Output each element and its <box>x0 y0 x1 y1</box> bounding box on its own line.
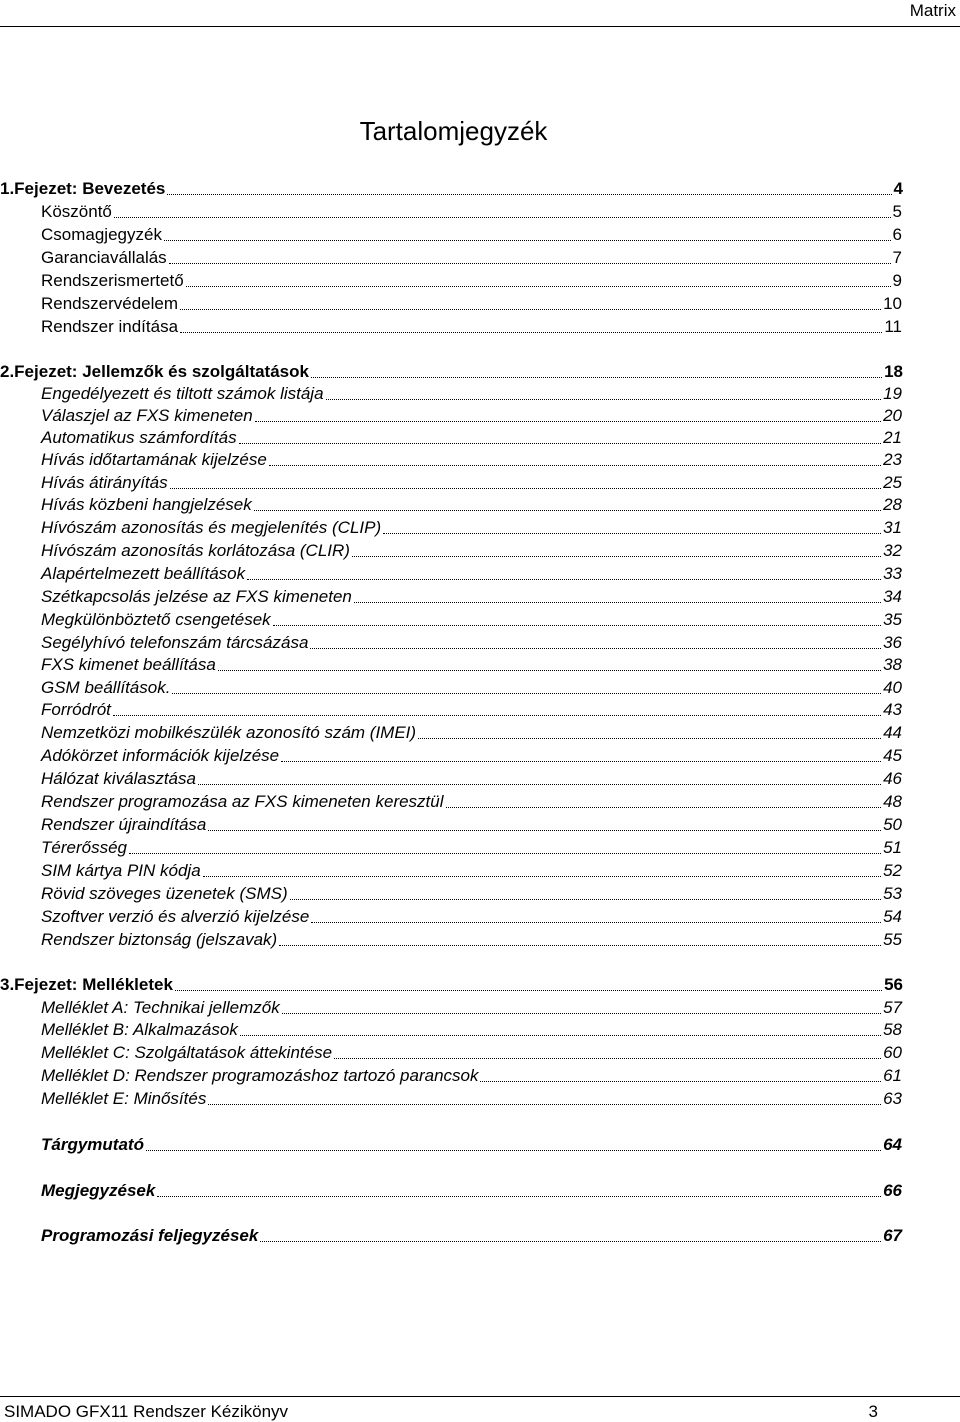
toc-entry-label: Nemzetközi mobilkészülék azonosító szám (IMEI) <box>41 723 417 742</box>
toc-leader-dots <box>273 624 881 626</box>
toc-entry-page: 50 <box>883 815 902 834</box>
toc-entry-label: 3.Fejezet: Mellékletek <box>0 975 173 994</box>
toc-leader-dots <box>247 578 881 580</box>
toc-entry-label: Rövid szöveges üzenetek (SMS) <box>41 884 288 903</box>
toc-entry-label: Rendszer indítása <box>41 317 179 336</box>
toc-entry-page: 38 <box>883 655 902 674</box>
toc-entry-page: 7 <box>892 248 902 267</box>
toc-entry-label: 2.Fejezet: Jellemzők és szolgáltatások <box>0 362 309 381</box>
toc-entry-page: 9 <box>892 271 902 290</box>
toc-leader-dots <box>354 601 881 603</box>
toc-entry-page: 63 <box>883 1089 902 1108</box>
toc-entry-label: SIM kártya PIN kódja <box>41 861 201 880</box>
toc-entry-label: Adókörzet információk kijelzése <box>41 746 280 765</box>
toc-entry[interactable] <box>41 472 902 494</box>
toc-entry[interactable] <box>41 609 902 631</box>
toc-entry[interactable] <box>41 427 902 449</box>
toc-leader-dots <box>172 692 881 694</box>
toc-entry-page: 43 <box>883 700 902 719</box>
toc-entry-page: 33 <box>883 564 902 583</box>
toc-entry-page: 4 <box>893 179 903 198</box>
toc-entry-page: 32 <box>883 541 902 560</box>
toc-entry-page: 10 <box>883 294 902 313</box>
toc-leader-dots <box>290 898 881 900</box>
toc-entry[interactable] <box>41 722 902 744</box>
toc-entry[interactable] <box>41 293 902 315</box>
toc-entry-label: Garanciavállalás <box>41 248 167 267</box>
header-company: Matrix <box>909 1 956 20</box>
toc-entry-label: Hívás időtartamának kijelzése <box>41 450 267 469</box>
header-divider <box>0 26 960 27</box>
toc-leader-dots <box>164 239 891 241</box>
toc-leader-dots <box>255 420 881 422</box>
toc-entry-label: GSM beállítások. <box>41 678 171 697</box>
toc-entry[interactable] <box>0 974 903 996</box>
toc-entry-page: 51 <box>883 838 902 857</box>
toc-entry-page: 21 <box>883 428 902 447</box>
footer-document-title: SIMADO GFX11 Rendszer Kézikönyv <box>4 1402 289 1421</box>
toc-leader-dots <box>269 464 881 466</box>
toc-entry-label: Alapértelmezett beállítások <box>41 564 246 583</box>
toc-leader-dots <box>218 669 881 671</box>
toc-entry-page: 48 <box>883 792 902 811</box>
toc-entry[interactable] <box>41 540 902 562</box>
toc-entry-page: 25 <box>883 473 902 492</box>
toc-entry-page: 55 <box>883 930 902 949</box>
toc-entry-label: 1.Fejezet: Bevezetés <box>0 179 166 198</box>
toc-entry-page: 57 <box>883 998 902 1017</box>
toc-entry-label: Segélyhívó telefonszám tárcsázása <box>41 633 309 652</box>
toc-leader-dots <box>446 806 882 808</box>
toc-entry-label: Megkülönböztető csengetések <box>41 610 271 629</box>
toc-entry-label: Melléklet A: Technikai jellemzők <box>41 998 280 1017</box>
toc-leader-dots <box>326 398 882 400</box>
toc-leader-dots <box>239 442 882 444</box>
toc-entry[interactable] <box>0 178 903 200</box>
toc-entry-page: 18 <box>884 362 903 381</box>
toc-entry-label: Programozási feljegyzések <box>41 1226 259 1245</box>
toc-leader-dots <box>169 262 891 264</box>
toc-entry[interactable] <box>41 224 902 246</box>
toc-entry-label: Hívás átirányítás <box>41 473 168 492</box>
toc-entry-page: 23 <box>883 450 902 469</box>
toc-entry-label: Hívószám azonosítás korlátozása (CLIR) <box>41 541 350 560</box>
footer-divider <box>0 1396 960 1397</box>
toc-entry[interactable] <box>41 517 902 539</box>
toc-leader-dots <box>208 1103 881 1105</box>
toc-entry[interactable] <box>41 699 902 721</box>
toc-entry-label: Melléklet E: Minősítés <box>41 1089 207 1108</box>
toc-entry-label: Hívószám azonosítás és megjelenítés (CLIP) <box>41 518 382 537</box>
page-title: Tartalomjegyzék <box>359 116 548 146</box>
toc-entry-label: Melléklet B: Alkalmazások <box>41 1020 238 1039</box>
toc-entry-page: 35 <box>883 610 902 629</box>
toc-entry[interactable] <box>41 494 902 516</box>
toc-entry-label: Válaszjel az FXS kimeneten <box>41 406 253 425</box>
toc-entry-page: 61 <box>883 1066 902 1085</box>
toc-leader-dots <box>282 1012 881 1014</box>
toc-entry[interactable] <box>41 1042 902 1064</box>
toc-entry-label: Rendszer programozása az FXS kimeneten keresztül <box>41 792 444 811</box>
toc-entry[interactable] <box>41 814 902 836</box>
toc-entry-label: Köszöntő <box>41 202 112 221</box>
toc-entry[interactable] <box>41 247 902 269</box>
toc-leader-dots <box>418 737 881 739</box>
toc-entry-page: 40 <box>883 678 902 697</box>
toc-entry-label: Automatikus számfordítás <box>41 428 237 447</box>
toc-entry-label: Rendszer újraindítása <box>41 815 207 834</box>
toc-entry-label: FXS kimenet beállítása <box>41 655 216 674</box>
toc-entry[interactable] <box>41 745 902 767</box>
toc-entry-page: 64 <box>883 1135 902 1154</box>
toc-leader-dots <box>175 989 882 991</box>
toc-entry[interactable] <box>41 1180 902 1202</box>
toc-entry-page: 36 <box>883 633 902 652</box>
toc-entry-page: 66 <box>883 1181 902 1200</box>
toc-entry[interactable] <box>0 361 903 383</box>
toc-entry-label: Megjegyzések <box>41 1181 156 1200</box>
toc-leader-dots <box>203 875 881 877</box>
toc-entry-page: 28 <box>883 495 902 514</box>
toc-entry-page: 44 <box>883 723 902 742</box>
toc-entry-label: Rendszerismertető <box>41 271 184 290</box>
toc-entry[interactable] <box>41 860 902 882</box>
toc-entry[interactable] <box>41 677 902 699</box>
toc-entry[interactable] <box>41 270 902 292</box>
toc-leader-dots <box>311 921 881 923</box>
toc-leader-dots <box>170 487 881 489</box>
toc-entry[interactable] <box>41 1088 902 1110</box>
toc-leader-dots <box>383 532 881 534</box>
toc-entry-page: 45 <box>883 746 902 765</box>
toc-leader-dots <box>352 555 881 557</box>
toc-entry[interactable] <box>41 316 902 338</box>
toc-leader-dots <box>113 714 881 716</box>
toc-entry-label: Engedélyezett és tiltott számok listája <box>41 384 324 403</box>
toc-entry-page: 46 <box>883 769 902 788</box>
toc-entry-page: 5 <box>892 202 902 221</box>
toc-entry-label: Csomagjegyzék <box>41 225 162 244</box>
toc-entry-page: 6 <box>892 225 902 244</box>
footer-page-number: 3 <box>868 1402 878 1421</box>
toc-entry-label: Rendszervédelem <box>41 294 179 313</box>
toc-entry[interactable] <box>41 563 902 585</box>
toc-leader-dots <box>198 783 881 785</box>
toc-leader-dots <box>129 852 881 854</box>
toc-entry-page: 52 <box>883 861 902 880</box>
toc-leader-dots <box>167 193 891 195</box>
toc-entry-page: 34 <box>883 587 902 606</box>
toc-entry[interactable] <box>41 997 902 1019</box>
toc-entry[interactable] <box>41 768 902 790</box>
toc-entry-label: Térerősség <box>41 838 127 857</box>
toc-entry[interactable] <box>41 632 902 654</box>
toc-entry[interactable] <box>41 929 902 951</box>
toc-leader-dots <box>186 285 891 287</box>
toc-leader-dots <box>146 1149 881 1151</box>
toc-entry-page: 19 <box>883 384 902 403</box>
toc-entry-page: 58 <box>883 1020 902 1039</box>
toc-leader-dots <box>281 760 881 762</box>
toc-entry[interactable] <box>41 1065 902 1087</box>
toc-leader-dots <box>480 1080 881 1082</box>
toc-leader-dots <box>180 308 881 310</box>
toc-leader-dots <box>180 331 882 333</box>
toc-entry-page: 67 <box>883 1226 902 1245</box>
toc-entry[interactable] <box>41 1225 902 1247</box>
toc-entry-page: 53 <box>883 884 902 903</box>
toc-entry[interactable] <box>41 906 902 928</box>
toc-entry-label: Melléklet D: Rendszer programozáshoz tartozó parancsok <box>41 1066 479 1085</box>
toc-entry-label: Szétkapcsolás jelzése az FXS kimeneten <box>41 587 352 606</box>
toc-entry[interactable] <box>41 1134 902 1156</box>
toc-entry-label: Szoftver verzió és alverzió kijelzése <box>41 907 310 926</box>
toc-entry-label: Rendszer biztonság (jelszavak) <box>41 930 278 949</box>
toc-leader-dots <box>334 1057 881 1059</box>
toc-entry[interactable] <box>41 201 902 223</box>
toc-entry[interactable] <box>41 883 902 905</box>
toc-entry-page: 20 <box>883 406 902 425</box>
toc-leader-dots <box>260 1240 881 1242</box>
toc-entry-label: Hálózat kiválasztása <box>41 769 196 788</box>
toc-entry-label: Hívás közbeni hangjelzések <box>41 495 252 514</box>
toc-entry-page: 31 <box>883 518 902 537</box>
toc-entry-page: 56 <box>884 975 903 994</box>
toc-leader-dots <box>208 829 881 831</box>
toc-entry-label: Melléklet C: Szolgáltatások áttekintése <box>41 1043 333 1062</box>
toc-entry[interactable] <box>41 791 902 813</box>
toc-leader-dots <box>157 1195 881 1197</box>
toc-entry[interactable] <box>41 405 902 427</box>
toc-leader-dots <box>311 376 882 378</box>
toc-entry[interactable] <box>41 837 902 859</box>
toc-leader-dots <box>254 509 881 511</box>
toc-entry-page: 54 <box>883 907 902 926</box>
toc-entry[interactable] <box>41 586 902 608</box>
toc-leader-dots <box>114 216 891 218</box>
toc-entry-label: Forródrót <box>41 700 111 719</box>
toc-entry[interactable] <box>41 449 902 471</box>
toc-entry[interactable] <box>41 1019 902 1041</box>
toc-leader-dots <box>240 1034 881 1036</box>
toc-leader-dots <box>279 944 881 946</box>
toc-entry[interactable] <box>41 383 902 405</box>
toc-entry[interactable] <box>41 654 902 676</box>
toc-entry-page: 11 <box>884 317 902 336</box>
toc-entry-page: 60 <box>883 1043 902 1062</box>
toc-entry-label: Tárgymutató <box>41 1135 144 1154</box>
toc-leader-dots <box>310 647 881 649</box>
